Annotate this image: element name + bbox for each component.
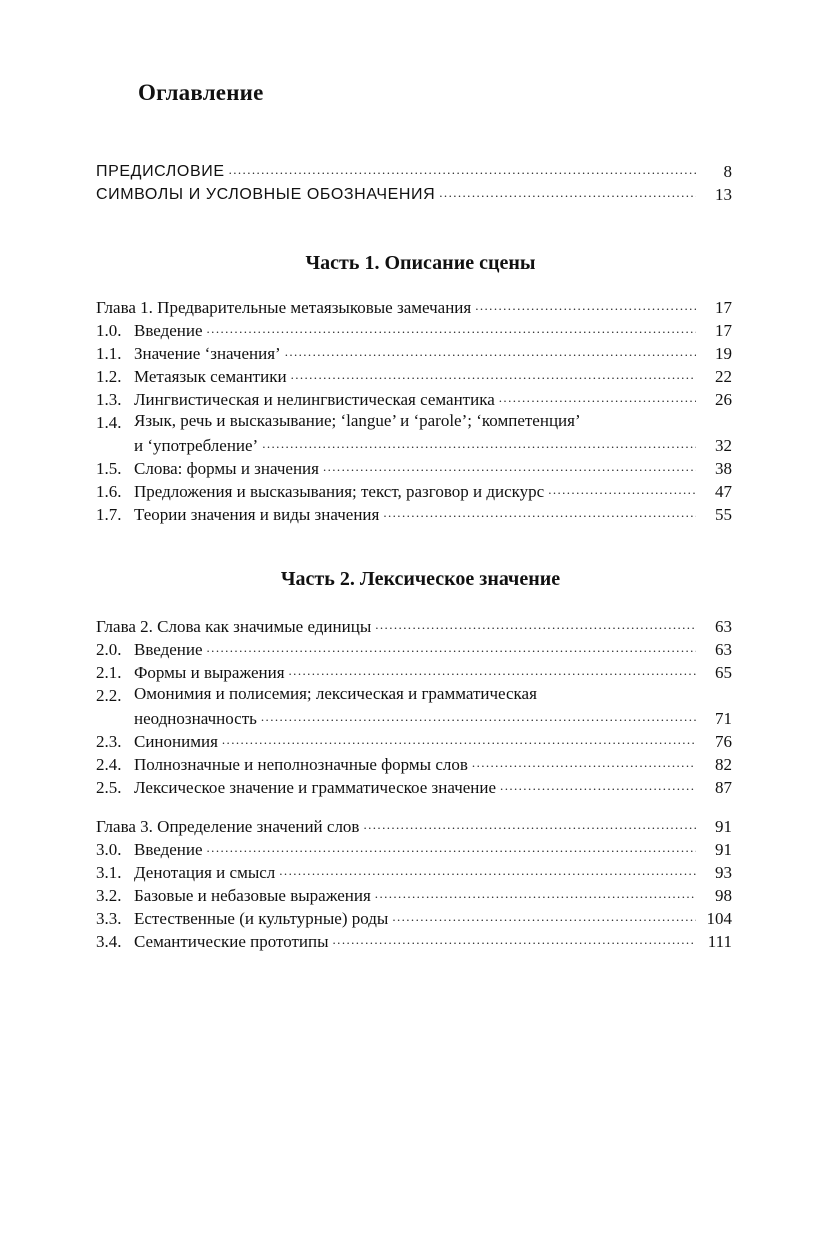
toc-entry-label-continued: и ‘употребление’ [134, 436, 259, 455]
toc-entry-preface[interactable] [96, 160, 732, 183]
toc-entry[interactable] [96, 861, 732, 884]
toc-entry-label: Язык, речь и высказывание; ‘langue’ и ‘parole’; ‘компетенция’ [134, 411, 581, 430]
leader-dots [289, 659, 696, 684]
part-1-list [96, 296, 732, 526]
section-number: 3.3. [96, 909, 122, 928]
toc-page-number: 93 [715, 863, 732, 882]
toc-chapter-3[interactable] [96, 815, 732, 838]
leader-dots [261, 705, 696, 730]
toc-page-number: 8 [723, 162, 732, 181]
toc-page-number: 87 [715, 778, 732, 797]
section-number: 2.2. [96, 686, 122, 705]
toc-entry[interactable] [96, 661, 732, 684]
toc-entry-label: Омонимия и полисемия; лексическая и грамматическая [134, 684, 537, 703]
toc-page-number: 19 [715, 344, 732, 363]
toc-entry-label: Естественные (и культурные) роды [134, 909, 389, 928]
toc-entry-label: Формы и выражения [134, 663, 285, 682]
toc-entry-label: Базовые и небазовые выражения [134, 886, 371, 905]
toc-entry-label: ПРЕДИСЛОВИЕ [96, 163, 225, 180]
toc-page-number: 82 [715, 755, 732, 774]
leader-dots [499, 386, 696, 411]
leader-dots [375, 613, 696, 638]
toc-page-number: 47 [715, 482, 732, 501]
leader-dots [383, 501, 696, 526]
toc-entry-label: СИМВОЛЫ И УСЛОВНЫЕ ОБОЗНАЧЕНИЯ [96, 186, 436, 203]
toc-entry-label: Полнозначные и неполнозначные формы слов [134, 755, 468, 774]
section-number: 3.4. [96, 932, 122, 951]
toc-entry-label: Глава 1. Предварительные метаязыковые замечания [96, 298, 472, 317]
toc-entry[interactable] [96, 884, 732, 907]
toc-entry-label: Глава 2. Слова как значимые единицы [96, 617, 372, 636]
toc-entry-label: Семантические прототипы [134, 932, 329, 951]
leader-dots [500, 774, 696, 799]
leader-dots [323, 455, 696, 480]
toc-entry-label: Денотация и смысл [134, 863, 276, 882]
toc-entry-label: Лексическое значение и грамматическое значение [134, 778, 497, 797]
toc-entry[interactable] [96, 365, 732, 388]
toc-page-number: 32 [715, 436, 732, 455]
leader-dots [291, 363, 696, 388]
part-1-heading: Часть 1. Описание сцены [305, 252, 536, 274]
toc-page-number: 91 [715, 840, 732, 859]
toc-entry[interactable] [96, 907, 732, 930]
section-number: 1.4. [96, 413, 122, 432]
section-number: 3.0. [96, 840, 122, 859]
toc-entry-label: Слова: формы и значения [134, 459, 319, 478]
toc-entry[interactable] [96, 457, 732, 480]
leader-dots [229, 158, 696, 183]
chapter-2-list [96, 615, 732, 799]
toc-entry-label: Глава 3. Определение значений слов [96, 817, 360, 836]
toc-page-number: 65 [715, 663, 732, 682]
toc-page-number: 98 [715, 886, 732, 905]
toc-entry[interactable] [96, 638, 732, 661]
toc-entry-label: Введение [134, 321, 203, 340]
section-number: 2.0. [96, 640, 122, 659]
leader-dots [475, 294, 696, 319]
toc-entry-label-continued: неоднозначность [134, 709, 257, 728]
section-number: 3.2. [96, 886, 122, 905]
leader-dots [472, 751, 696, 776]
section-number: 2.5. [96, 778, 122, 797]
leader-dots [279, 859, 696, 884]
toc-page-number: 17 [715, 298, 732, 317]
toc-page-number: 22 [715, 367, 732, 386]
toc-page-number: 91 [715, 817, 732, 836]
section-number: 1.0. [96, 321, 122, 340]
toc-entry[interactable] [96, 730, 732, 753]
toc-chapter-2[interactable] [96, 615, 732, 638]
leader-dots [363, 813, 696, 838]
section-number: 1.7. [96, 505, 122, 524]
section-number: 1.5. [96, 459, 122, 478]
toc-entry-symbols[interactable] [96, 183, 732, 206]
toc-entry[interactable] [96, 411, 732, 457]
leader-dots [207, 636, 696, 661]
toc-entry[interactable] [96, 342, 732, 365]
toc-entry-label: Введение [134, 840, 203, 859]
section-number: 2.3. [96, 732, 122, 751]
toc-page-number: 55 [715, 505, 732, 524]
toc-entry-label: Теории значения и виды значения [134, 505, 380, 524]
part-2-heading: Часть 2. Лексическое значение [280, 568, 561, 590]
toc-page-number: 26 [715, 390, 732, 409]
toc-entry[interactable] [96, 753, 732, 776]
section-number: 1.3. [96, 390, 122, 409]
leader-dots [222, 728, 696, 753]
toc-entry-label: Значение ‘значения’ [134, 344, 281, 363]
leader-dots [439, 181, 696, 206]
leader-dots [207, 836, 696, 861]
toc-entry[interactable] [96, 838, 732, 861]
toc-entry-label: Введение [134, 640, 203, 659]
toc-page-number: 63 [715, 617, 732, 636]
toc-entry-label: Лингвистическая и нелингвистическая семантика [134, 390, 495, 409]
leader-dots [333, 928, 696, 953]
section-number: 1.6. [96, 482, 122, 501]
toc-page-number: 38 [715, 459, 732, 478]
toc-entry[interactable] [96, 480, 732, 503]
toc-page-number: 71 [715, 709, 732, 728]
leader-dots [392, 905, 696, 930]
toc-page-number: 111 [707, 932, 732, 951]
section-number: 3.1. [96, 863, 122, 882]
section-number: 1.2. [96, 367, 122, 386]
toc-entry[interactable] [96, 319, 732, 342]
toc-page-number: 17 [715, 321, 732, 340]
toc-entry-label: Синонимия [134, 732, 218, 751]
toc-entry[interactable] [96, 503, 732, 526]
leader-dots [207, 317, 696, 342]
toc-entry-label: Предложения и высказывания; текст, разговор и дискурс [134, 482, 545, 501]
toc-page-number: 104 [706, 909, 732, 928]
front-matter-list [96, 160, 732, 206]
chapter-3-list [96, 815, 732, 953]
toc-page-number: 76 [715, 732, 732, 751]
section-number: 2.1. [96, 663, 122, 682]
section-number: 2.4. [96, 755, 122, 774]
toc-entry[interactable] [96, 684, 732, 730]
toc-entry[interactable] [96, 776, 732, 799]
section-number: 1.1. [96, 344, 122, 363]
leader-dots [285, 340, 696, 365]
toc-entry[interactable] [96, 930, 732, 953]
toc-page-number: 13 [715, 185, 732, 204]
toc-chapter-1[interactable] [96, 296, 732, 319]
leader-dots [548, 478, 696, 503]
toc-page-number: 63 [715, 640, 732, 659]
leader-dots [375, 882, 696, 907]
leader-dots [262, 432, 696, 457]
toc-entry[interactable] [96, 388, 732, 411]
page-title: Оглавление [138, 80, 264, 105]
toc-entry-label: Метаязык семантики [134, 367, 287, 386]
